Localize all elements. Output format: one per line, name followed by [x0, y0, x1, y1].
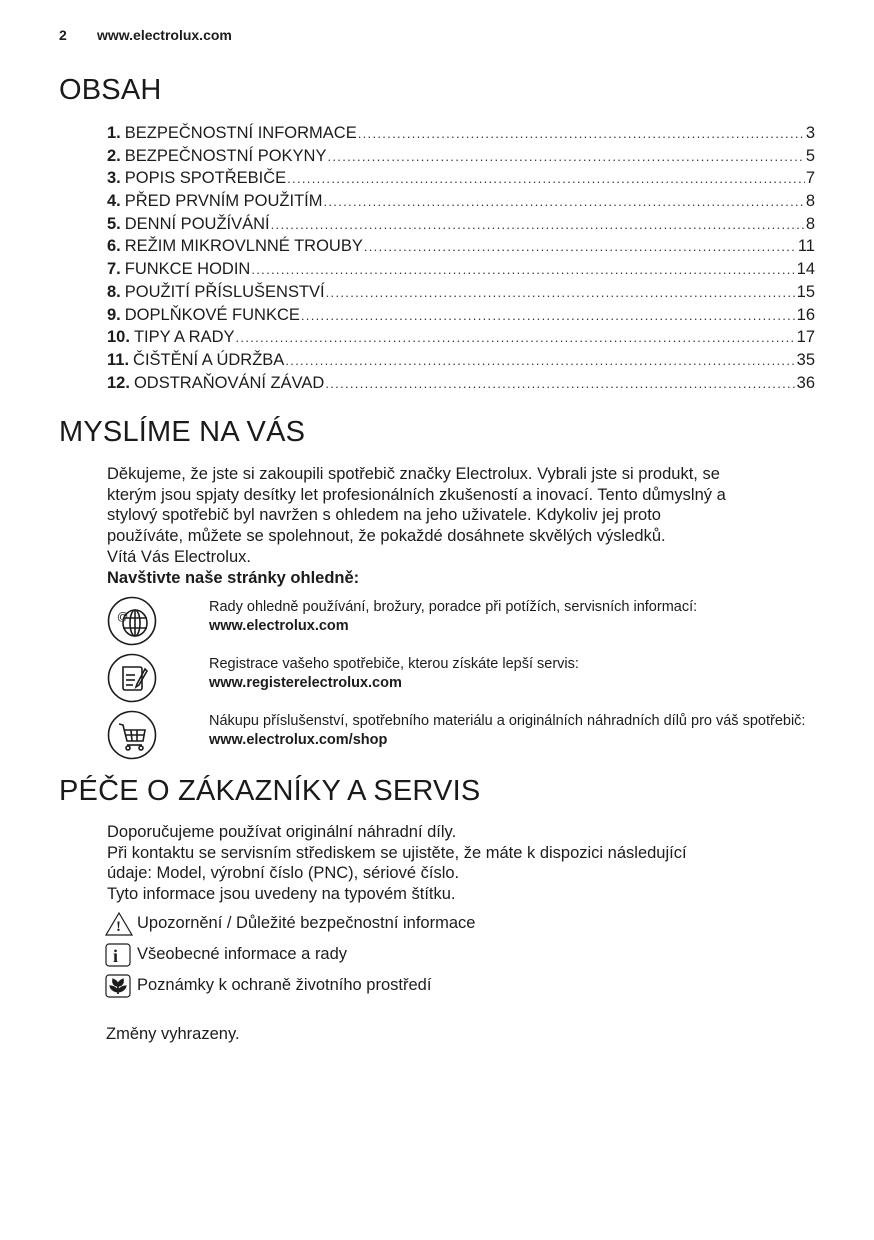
toc-item-title: REŽIM MIKROVLNNÉ TROUBY [124, 237, 363, 256]
toc-item-title: POUŽITÍ PŘÍSLUŠENSTVÍ [124, 282, 325, 301]
toc-item-page: 3 [805, 124, 815, 142]
toc-item-title: TIPY A RADY [133, 328, 235, 347]
toc-item-title: BEZPEČNOSTNÍ POKYNY [124, 146, 327, 165]
warning-icon [105, 912, 133, 936]
changes-reserved-note: Změny vyhrazeny. [106, 1025, 240, 1043]
resource-link-register: Registrace vašeho spotřebiče, kterou získáte lepší servis: www.registerelectrolux.com [107, 653, 827, 709]
toc-item-page: 16 [796, 305, 815, 324]
toc-item[interactable]: 5. DENNÍ POUŽÍVÁNÍ ..... 8 [107, 213, 815, 236]
toc-item-title: DOPLŇKOVÉ FUNKCE [124, 305, 300, 324]
toc-item-title: BEZPEČNOSTNÍ INFORMACE [124, 124, 357, 142]
toc-item-page: 14 [796, 260, 815, 279]
header-site-link[interactable]: www.electrolux.com [97, 27, 232, 43]
toc-item-title: FUNKCE HODIN [124, 260, 251, 279]
toc-item-page: 17 [796, 328, 815, 347]
toc-item-page: 11 [797, 237, 815, 256]
resource-link-support: @ Rady ohledně používání, brožury, poradce při potížích, servisních informací: www.electrolux.com [107, 596, 827, 652]
toc-item-page: 8 [805, 192, 815, 211]
toc-item-page: 35 [796, 350, 815, 369]
toc-item-title: ČIŠTĚNÍ A ÚDRŽBA [133, 350, 285, 369]
toc-leader-dots [326, 282, 796, 305]
toc-item-page: 15 [796, 282, 815, 301]
legend-item-warning: ! Upozornění / Důležité bezpečnostní informace [105, 908, 475, 939]
toc-leader-dots [271, 214, 805, 237]
toc-item-page: 5 [805, 146, 815, 165]
toc-item-page: 36 [796, 373, 815, 392]
service-paragraph: Doporučujeme používat originální náhradní díly. Při kontaktu se servisním střediskem se ujistěte, že máte k dispozici následující údaje: Model, výrobní číslo (PNC), sériové číslo. Tyto informace jsou uvedeny na typovém štítku. [107, 823, 687, 904]
toc-item[interactable]: 4. PŘED PRVNÍM POUŽITÍM ..... 8 [107, 190, 815, 213]
toc-item-title: POPIS SPOTŘEBIČE [124, 169, 287, 188]
section-heading-thinking: MYSLÍME NA VÁS [59, 416, 306, 448]
toc-leader-dots [301, 305, 796, 328]
register-link[interactable]: www.registerelectrolux.com [209, 675, 402, 691]
electrolux-link[interactable]: www.electrolux.com [209, 618, 349, 634]
legend-item-info: i Všeobecné informace a rady [105, 939, 475, 970]
toc-leader-dots [325, 373, 795, 396]
resource-link-shop: Nákupu příslušenství, spotřebního materiálu a originálních náhradních dílů pro váš spotřebič: www.electrolux.com/shop [107, 710, 827, 766]
toc-item-title: DENNÍ POUŽÍVÁNÍ [124, 214, 270, 233]
table-of-contents [107, 122, 815, 394]
page-header [59, 27, 232, 43]
toc-item-title: ODSTRAŇOVÁNÍ ZÁVAD [133, 373, 325, 392]
toc-item[interactable]: 2. BEZPEČNOSTNÍ POKYNY ..... 5 [107, 145, 815, 168]
svg-text:i: i [113, 945, 119, 966]
page-number: 2 [59, 27, 67, 43]
shopping-cart-icon [107, 710, 157, 760]
toc-item[interactable]: 10. TIPY A RADY ..... 17 [107, 326, 815, 349]
toc-leader-dots [251, 259, 795, 282]
visit-label: Navštivte naše stránky ohledně: [107, 568, 360, 587]
toc-item[interactable]: 3. POPIS SPOTŘEBIČE ..... 7 [107, 167, 815, 190]
svg-text:!: ! [116, 918, 121, 935]
toc-item-page: 8 [805, 214, 815, 233]
toc-leader-dots [327, 146, 804, 169]
toc-leader-dots [323, 191, 804, 214]
toc-leader-dots [358, 123, 805, 146]
toc-item[interactable]: 8. POUŽITÍ PŘÍSLUŠENSTVÍ ..... 15 [107, 281, 815, 304]
toc-leader-dots [287, 168, 805, 191]
toc-item[interactable]: 9. DOPLŇKOVÉ FUNKCE ..... 16 [107, 304, 815, 327]
toc-item-page: 7 [805, 169, 815, 188]
toc-leader-dots [285, 350, 795, 373]
toc-item[interactable]: 12. ODSTRAŇOVÁNÍ ZÁVAD ..... 36 [107, 372, 815, 395]
globe-at-icon [107, 596, 157, 646]
toc-item[interactable]: 1. BEZPEČNOSTNÍ INFORMACE ..... 3 [107, 122, 815, 145]
intro-paragraph: Děkujeme, že jste si zakoupili spotřebič značky Electrolux. Vybrali jste si produkt, se kterým jsou spjaty desítky let profesionálních zkušeností a inovací. Tento důmyslný a stylový spotřebič byl navržen s ohledem na jeho uživatele. Kdykoliv jej proto používáte, můžete se spolehnout, že pokaždé dosáhnete skvělých výsledků. Vítá Vás Electrolux. Navštivte naše stránky ohledně: [107, 464, 819, 588]
toc-item[interactable]: 11. ČIŠTĚNÍ A ÚDRŽBA ..... 35 [107, 349, 815, 372]
symbol-legend [105, 908, 475, 1001]
toc-item[interactable]: 7. FUNKCE HODIN ..... 14 [107, 258, 815, 281]
toc-leader-dots [364, 236, 797, 259]
section-heading-service: PÉČE O ZÁKAZNÍKY A SERVIS [59, 775, 481, 807]
info-icon [105, 943, 133, 967]
toc-leader-dots [236, 327, 796, 350]
svg-text:@: @ [117, 611, 129, 623]
toc-item-title: PŘED PRVNÍM POUŽITÍM [124, 192, 323, 211]
document-pen-icon [107, 653, 157, 703]
toc-item[interactable]: 6. REŽIM MIKROVLNNÉ TROUBY ..... 11 [107, 235, 815, 258]
toc-heading: OBSAH [59, 74, 162, 106]
legend-item-environment: Poznámky k ochraně životního prostředí [105, 970, 475, 1001]
shop-link[interactable]: www.electrolux.com/shop [209, 732, 388, 748]
environment-icon [105, 974, 133, 998]
